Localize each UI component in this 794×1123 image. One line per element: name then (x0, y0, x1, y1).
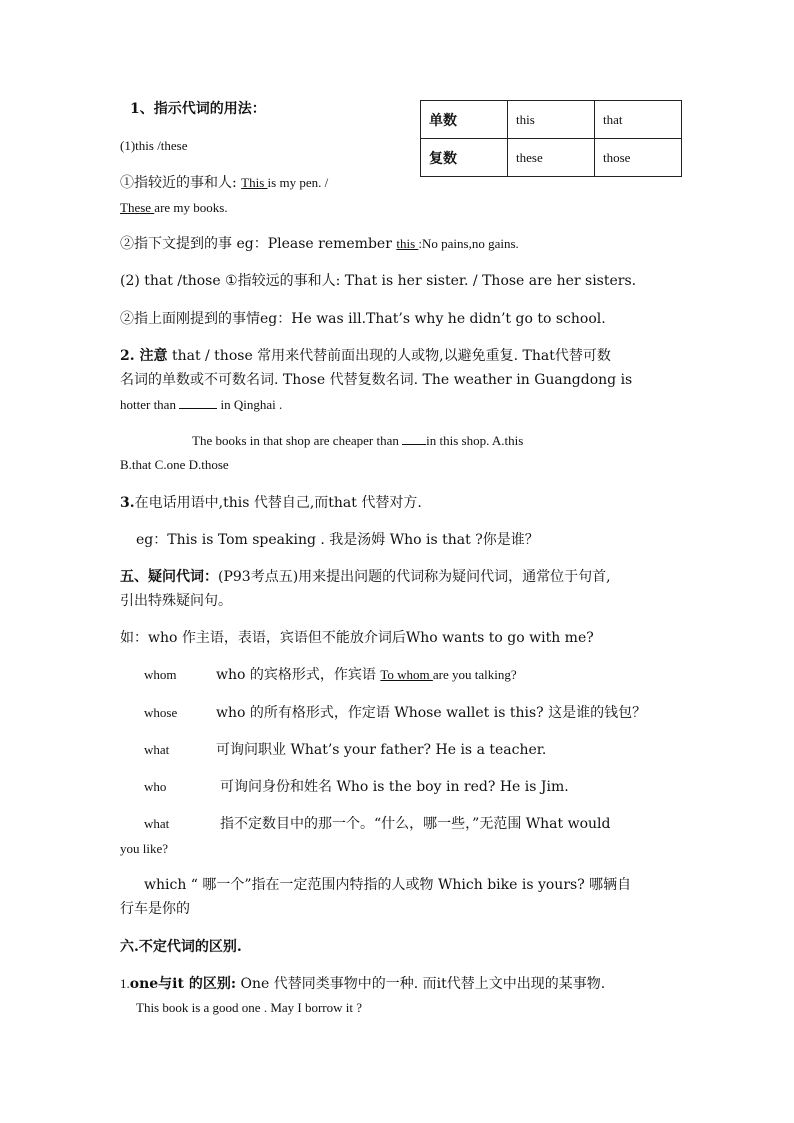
term-what: what (144, 816, 170, 831)
paragraph-line: which “ 哪一个”指在一定范围内特指的人或物 Which bike is yours? 哪辆自 (144, 877, 632, 893)
note-label: 2. 注意 (120, 348, 168, 364)
demonstrative-table (420, 100, 682, 177)
text: One 代替同类事物中的一种. 而it代替上文中出现的某事物. (236, 976, 606, 992)
paragraph-line: 引出特殊疑问句。 (120, 593, 232, 609)
paragraph-line (120, 396, 282, 414)
table-cell: those (595, 139, 682, 177)
text: is my pen. / (267, 175, 329, 190)
underlined-text: This (241, 175, 268, 190)
paragraph-line (120, 347, 611, 365)
definition-who: 可询问身份和姓名 Who is the boy in red? He is Jim. (220, 779, 569, 795)
paragraph-line (120, 975, 605, 993)
paragraph-line (192, 432, 523, 450)
section-5-title: 五、疑问代词： (120, 569, 218, 585)
paragraph-line: you like? (120, 841, 169, 856)
underlined-text: To whom (380, 667, 433, 682)
section-1-title: 1、指示代词的用法： (130, 101, 266, 117)
paragraph-line: 行车是你的 (120, 901, 190, 917)
answer-blank (402, 432, 426, 445)
paragraph-line: 名词的单数或不可数名词. Those 代替复数名词. The weather in Guangdong is (120, 372, 633, 388)
text: hotter than (120, 397, 180, 412)
table-cell-singular-label: 单数 (421, 101, 508, 139)
text: 在电话用语中,this 代替自己,而that 代替对方. (134, 495, 422, 511)
text: ①指较近的事和人: (120, 175, 242, 191)
text: The books in that shop are cheaper than (192, 433, 403, 448)
text: that / those 常用来代替前面出现的人或物,以避免重复. That代替可数 (167, 348, 611, 364)
term-whose: whose (144, 705, 178, 720)
table-row (421, 139, 682, 177)
section-6-title: 六.不定代词的区别. (120, 939, 242, 955)
paragraph-line: (2) that /those ①指较远的事和人: That is her sister. / Those are her sisters. (120, 273, 637, 289)
paragraph-line (120, 174, 328, 192)
definition-what: 指不定数目中的那一个。“什么，哪一些，”无范围 What would (220, 816, 611, 832)
subsection-title: one与it 的区别: (129, 976, 237, 992)
text: who 的宾格形式，作宾语 (216, 667, 381, 683)
term-who: who (144, 779, 167, 794)
paragraph-line (120, 494, 422, 512)
paragraph-line (120, 199, 228, 217)
table-cell-plural-label: 复数 (421, 139, 508, 177)
definition-whose: who 的所有格形式，作定语 Whose wallet is this? 这是谁的钱包？ (216, 705, 647, 721)
table-cell: these (508, 139, 595, 177)
text: in this shop. A.this (426, 433, 524, 448)
definition-what: 可询问职业 What’s your father? He is a teacher. (216, 742, 547, 758)
underlined-text: this (396, 236, 419, 251)
table-cell: that (595, 101, 682, 139)
text: ②指下文提到的事 eg：Please remember (120, 236, 397, 252)
paragraph-line: eg：This is Tom speaking . 我是汤姆 Who is that ?你是谁？ (136, 532, 539, 548)
table-row (421, 101, 682, 139)
definition-whom (216, 666, 517, 684)
underlined-text: These (120, 200, 155, 215)
paragraph-line (120, 235, 519, 253)
paragraph-line: This book is a good one . May I borrow it ? (136, 1000, 363, 1015)
paragraph-line: 如：who 作主语，表语，宾语但不能放介词后Who wants to go with me? (120, 630, 594, 646)
paragraph-line (120, 568, 611, 586)
paragraph-line: ②指上面刚提到的事情eg：He was ill.That’s why he didn’t go to school. (120, 311, 606, 327)
paragraph-line: B.that C.one D.those (120, 457, 229, 472)
paragraph-line: (1)this /these (120, 138, 188, 153)
answer-blank (179, 396, 217, 409)
table-cell: this (508, 101, 595, 139)
note-label: 3. (120, 495, 135, 511)
text: are you talking? (432, 667, 517, 682)
term-what: what (144, 742, 170, 757)
text: (P93考点五)用来提出问题的代词称为疑问代词，通常位于句首, (218, 569, 611, 585)
text: 1. (120, 976, 130, 991)
text: in Qinghai . (217, 397, 283, 412)
text: :No pains,no gains. (418, 236, 519, 251)
text: are my books. (154, 200, 228, 215)
term-whom: whom (144, 667, 177, 682)
